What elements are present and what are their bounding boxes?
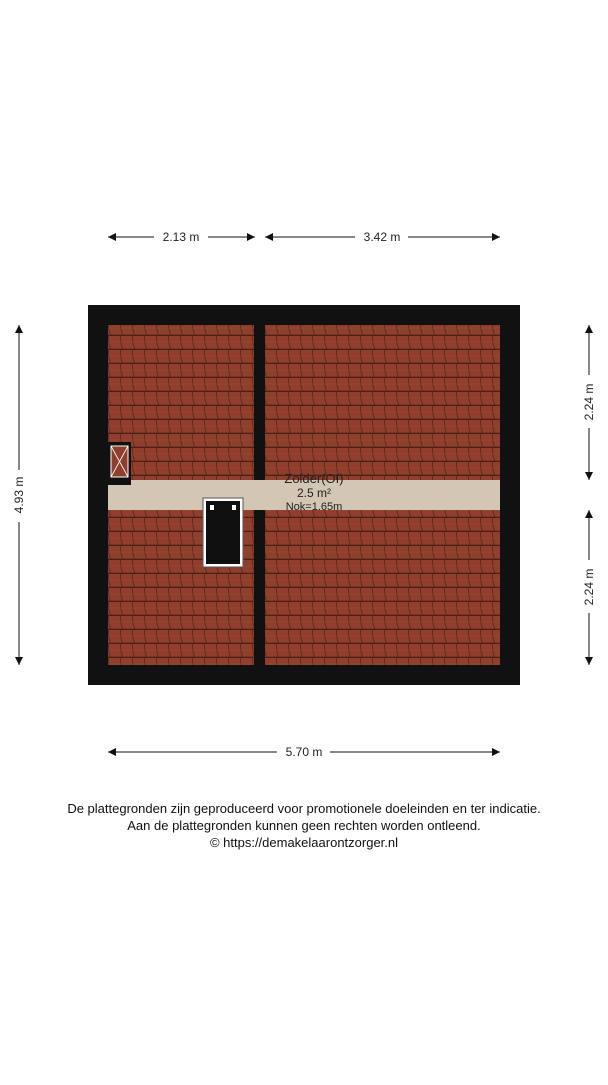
dimension-left [12, 325, 26, 665]
disclaimer [0, 800, 608, 851]
disclaimer-line-2: Aan de plattegronden kunnen geen rechten worden ontleend. [127, 818, 481, 833]
hatch-symbol [108, 442, 131, 485]
dimension-top-right [265, 230, 500, 244]
roof-tiles-bottom-right [265, 510, 500, 665]
room-name: Zolder(OI) [284, 471, 344, 486]
dimension-bottom [108, 745, 500, 759]
room-ridge-height: Nok=1.65m [285, 501, 343, 513]
roof-tiles-top-right [265, 325, 500, 480]
dimension-top-left [108, 230, 255, 244]
interior-wall-lower [254, 518, 265, 665]
dimension-right-bottom-label: 2.24 m [582, 568, 596, 606]
dimension-left-label: 4.93 m [12, 476, 26, 514]
roof-window [203, 498, 243, 567]
room-area: 2.5 m² [296, 486, 332, 500]
dimension-right-bottom [582, 510, 596, 665]
disclaimer-line-1: De plattegronden zijn geproduceerd voor promotionele doeleinden en ter indicatie. [67, 801, 541, 816]
interior-wall-upper [254, 325, 265, 465]
copyright-link[interactable]: © https://demakelaarontzorger.nl [209, 835, 399, 850]
dimension-right-top-label: 2.24 m [582, 383, 596, 421]
dimension-top-right-label: 3.42 m [363, 230, 401, 244]
dimension-top-left-label: 2.13 m [162, 230, 200, 244]
dimension-right-top [582, 325, 596, 480]
dimension-bottom-label: 5.70 m [285, 745, 323, 759]
